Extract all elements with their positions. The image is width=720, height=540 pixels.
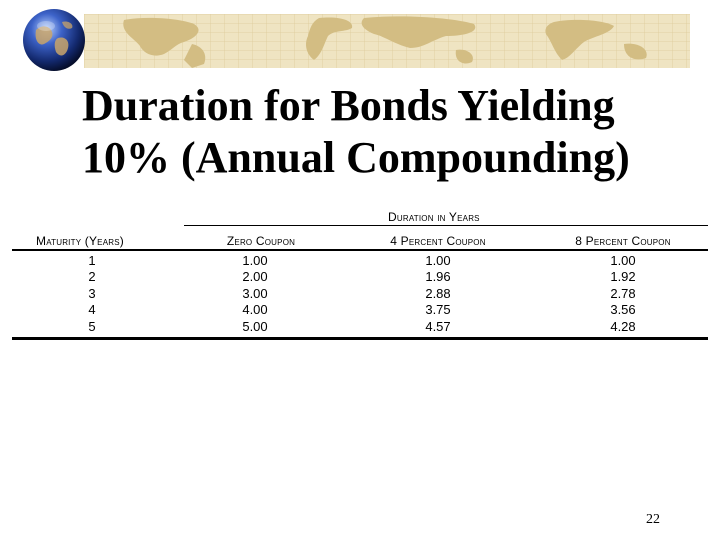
cell-4-percent: 4.57 bbox=[425, 318, 451, 334]
cell-zero-coupon: 2.00 bbox=[242, 269, 268, 285]
table-row bbox=[12, 302, 708, 319]
table-row bbox=[12, 252, 708, 269]
duration-table bbox=[12, 208, 708, 340]
group-header-rule bbox=[184, 225, 708, 226]
page-number: 22 bbox=[646, 512, 660, 527]
cell-4-percent: 3.75 bbox=[425, 302, 451, 318]
cell-maturity: 4 bbox=[88, 302, 96, 318]
table-header-row bbox=[12, 226, 708, 251]
cell-4-percent: 2.88 bbox=[425, 285, 451, 301]
world-map-banner bbox=[84, 14, 690, 68]
title-line-2: 10% (Annual Compounding) bbox=[82, 133, 630, 182]
cell-8-percent: 2.78 bbox=[610, 285, 636, 301]
cell-zero-coupon: 1.00 bbox=[242, 252, 268, 268]
cell-4-percent: 1.00 bbox=[425, 252, 451, 268]
cell-8-percent: 1.92 bbox=[610, 269, 636, 285]
title-line-1: Duration for Bonds Yielding bbox=[82, 81, 615, 130]
column-header-8-percent: 8 Percent Coupon bbox=[575, 234, 671, 248]
table-row bbox=[12, 269, 708, 286]
cell-8-percent: 4.28 bbox=[610, 318, 636, 334]
slide-title bbox=[82, 80, 702, 184]
table-row bbox=[12, 318, 708, 335]
cell-maturity: 5 bbox=[88, 318, 96, 334]
cell-maturity: 2 bbox=[88, 269, 96, 285]
group-header-label: Duration in Years bbox=[388, 210, 480, 224]
cell-zero-coupon: 3.00 bbox=[242, 285, 268, 301]
column-header-maturity: Maturity (Years) bbox=[36, 234, 124, 248]
cell-zero-coupon: 5.00 bbox=[242, 318, 268, 334]
table-group-header bbox=[12, 208, 708, 224]
cell-8-percent: 3.56 bbox=[610, 302, 636, 318]
table-body bbox=[12, 251, 708, 340]
cell-maturity: 3 bbox=[88, 285, 96, 301]
cell-maturity: 1 bbox=[88, 252, 96, 268]
table-row bbox=[12, 285, 708, 302]
column-header-zero-coupon: Zero Coupon bbox=[226, 234, 296, 248]
column-header-4-percent: 4 Percent Coupon bbox=[390, 234, 486, 248]
globe-icon bbox=[22, 8, 86, 72]
cell-zero-coupon: 4.00 bbox=[242, 302, 268, 318]
cell-8-percent: 1.00 bbox=[610, 252, 636, 268]
cell-4-percent: 1.96 bbox=[425, 269, 451, 285]
